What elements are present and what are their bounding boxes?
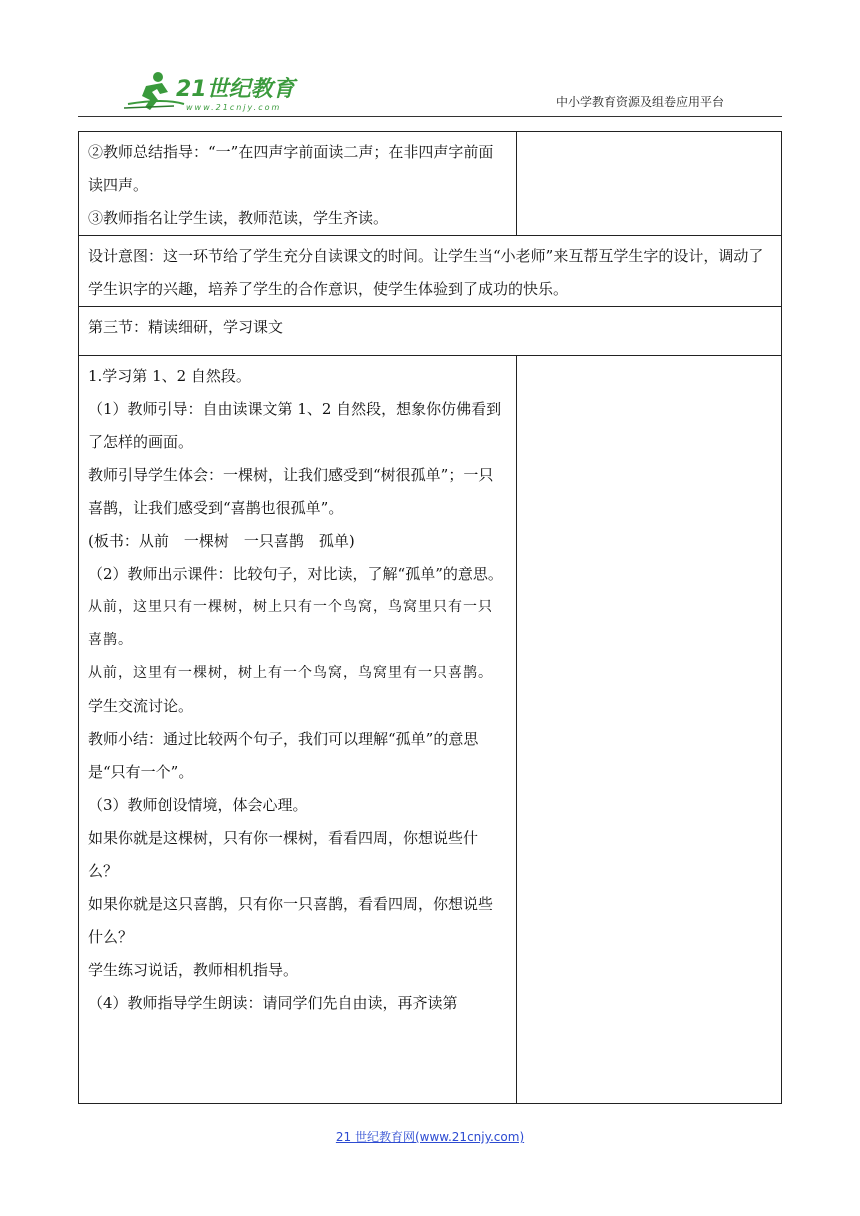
table-row xyxy=(79,356,782,1104)
section-heading: 第三节：精读细研，学习课文 xyxy=(88,318,284,336)
design-intent-cell xyxy=(79,236,782,307)
text-line: （4）教师指导学生朗读：请同学们先自由读，再齐读第 xyxy=(88,994,458,1012)
comparison-sentence: 从前，这里有一棵树，树上有一个鸟窝，鸟窝里有一只喜鹊。 xyxy=(88,665,493,681)
text-line: ②教师总结指导：“一”在四声字前面读二声；在非四声字前面读四声。 xyxy=(88,143,494,194)
comparison-sentence: 从前，这里只有一棵树，树上只有一个鸟窝，鸟窝里只有一只喜鹊。 xyxy=(88,599,493,648)
text-line: 教师小结：通过比较两个句子，我们可以理解“孤单”的意思是“只有一个”。 xyxy=(88,730,479,781)
logo-url: www.21cnjy.com xyxy=(186,103,282,112)
logo-text: 21世纪教育 xyxy=(176,77,295,102)
table-row xyxy=(79,132,782,236)
text-line: 如果你就是这只喜鹊，只有你一只喜鹊，看看四周，你想说些什么？ xyxy=(88,895,494,946)
text-line: （2）教师出示课件：比较句子，对比读，了解“孤单”的意思。 xyxy=(88,565,503,583)
page-footer xyxy=(0,1128,860,1145)
text-line: 教师引导学生体会：一棵树，让我们感受到“树很孤单”；一只喜鹊，让我们感受到“喜鹊也很孤单”。 xyxy=(88,466,494,517)
notes-cell xyxy=(517,132,782,236)
page-header xyxy=(78,66,782,117)
design-intent-text: 设计意图：这一环节给了学生充分自读课文的时间。让学生当“小老师”来互帮互学生字的设计，调动了学生识字的兴趣，培养了学生的合作意识，使学生体验到了成功的快乐。 xyxy=(88,247,764,298)
text-line: （3）教师创设情境，体会心理。 xyxy=(88,796,308,814)
platform-title: 中小学教育资源及组卷应用平台 xyxy=(555,95,724,109)
section-heading-cell xyxy=(79,307,782,356)
text-line: (板书：从前 一棵树 一只喜鹊 孤单) xyxy=(88,532,355,550)
text-line: 如果你就是这棵树，只有你一棵树，看看四周，你想说些什么？ xyxy=(88,829,479,880)
content-cell xyxy=(79,356,517,1104)
content-cell xyxy=(79,132,517,236)
notes-cell xyxy=(517,356,782,1104)
footer-link[interactable]: 21 世纪教育网(www.21cnjy.com) xyxy=(335,1130,525,1144)
text-line: 学生练习说话，教师相机指导。 xyxy=(88,961,299,979)
text-line: （1）教师引导：自由读课文第 1、2 自然段，想象你仿佛看到了怎样的画面。 xyxy=(88,400,502,451)
lesson-table xyxy=(78,131,782,1104)
text-line: ③教师指名让学生读，教师范读，学生齐读。 xyxy=(88,209,389,227)
table-row xyxy=(79,236,782,307)
text-line: 学生交流讨论。 xyxy=(88,697,194,715)
table-row xyxy=(79,307,782,356)
site-logo[interactable] xyxy=(124,70,324,114)
text-line: 1.学习第 1、2 自然段。 xyxy=(88,367,251,385)
